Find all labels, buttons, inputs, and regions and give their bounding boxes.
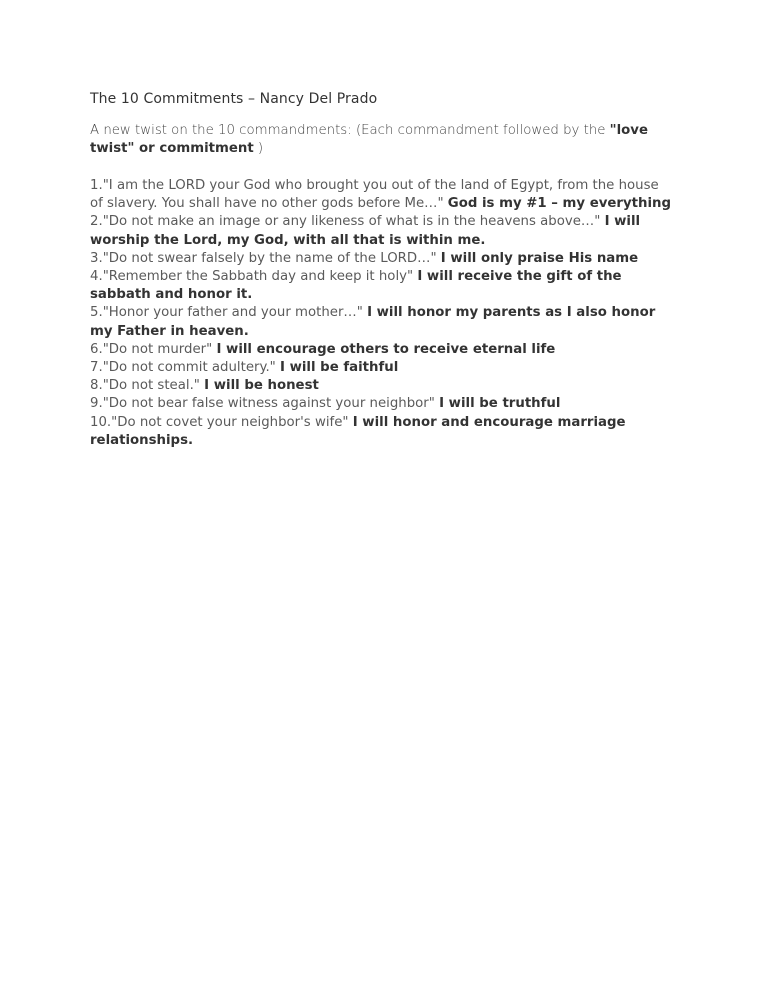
item-number: 3. [90, 250, 103, 266]
commandment-quote: "Do not make an image or any likeness of what is in the heavens above…" [102, 214, 605, 230]
item-number: 6. [90, 341, 103, 357]
list-item [90, 414, 675, 450]
item-number: 2. [90, 214, 103, 230]
commandment-quote: "Do not steal." [102, 378, 205, 394]
commandment-quote: "Remember the Sabbath day and keep it holy" [102, 269, 418, 285]
commitment-text: I will be truthful [439, 396, 561, 412]
commandment-quote: "Do not murder" [102, 341, 217, 357]
commitment-text: I will honor my parents as I also honor my Father in heaven. [90, 305, 656, 339]
list-item [90, 213, 675, 249]
commitment-text: God is my #1 – my everything [447, 196, 671, 212]
intro-bold-text: "love twist" or commitment [90, 123, 648, 156]
commitment-text: I will only praise His name [440, 250, 639, 266]
list-item [90, 395, 675, 413]
commitment-text: I will be honest [204, 378, 319, 394]
item-number: 5. [90, 305, 103, 321]
list-item [90, 304, 675, 340]
list-item [90, 268, 675, 304]
item-number: 7. [90, 360, 103, 376]
commandment-quote: "Do not swear falsely by the name of the LORD…" [102, 250, 441, 266]
commitment-text: I will honor and encourage marriage relationships. [90, 414, 626, 448]
commandment-quote: "Do not covet your neighbor's wife" [111, 414, 353, 430]
commitment-text: I will receive the gift of the sabbath and honor it. [90, 269, 622, 303]
intro-paragraph [90, 122, 675, 158]
commitment-text: I will be faithful [280, 360, 399, 376]
commandment-quote: "Do not bear false witness against your neighbor" [102, 396, 440, 412]
commitment-text: I will encourage others to receive eternal life [216, 341, 556, 357]
commandment-quote: "Honor your father and your mother…" [102, 305, 368, 321]
item-number: 4. [90, 269, 103, 285]
document-title: The 10 Commitments – Nancy Del Prado [90, 91, 378, 107]
document-page [90, 90, 675, 450]
item-number: 10. [90, 414, 112, 430]
commitments-list [90, 177, 675, 450]
item-number: 9. [90, 396, 103, 412]
list-item [90, 359, 675, 377]
list-item [90, 341, 675, 359]
item-number: 8. [90, 378, 103, 394]
list-item [90, 377, 675, 395]
commitment-text: I will worship the Lord, my God, with all that is within me. [90, 214, 641, 248]
list-item [90, 250, 675, 268]
commandment-quote: "I am the LORD your God who brought you out of the land of Egypt, from the house of slavery. You shall have no other gods before Me…" [90, 178, 659, 212]
item-number: 1. [90, 178, 103, 193]
intro-text: A new twist on the 10 commandments: (Each commandment followed by the [90, 123, 610, 138]
commandment-quote: "Do not commit adultery." [102, 360, 281, 376]
intro-tail: ) [253, 141, 264, 156]
list-item [90, 177, 675, 213]
